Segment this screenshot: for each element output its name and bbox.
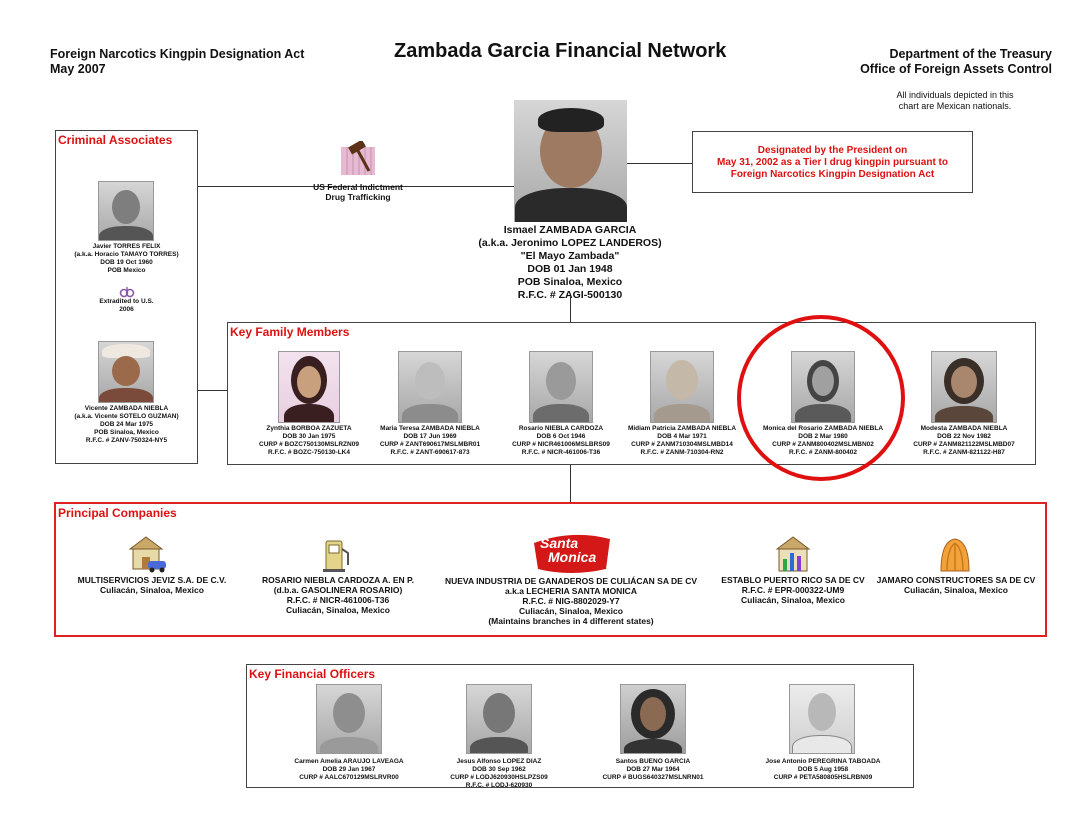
- company-caption: [250, 575, 426, 615]
- associate-photo: [98, 181, 154, 241]
- officer-caption: [588, 758, 718, 782]
- family-name: Modesta ZAMBADA NIEBLA: [920, 425, 1008, 432]
- family-name: Midiam Patricia ZAMBADA NIEBLA: [627, 425, 737, 432]
- company-name: JAMARO CONSTRUCTORES SA DE CV: [876, 575, 1036, 585]
- officer-photo: [789, 684, 855, 754]
- connector-associates: [198, 390, 228, 391]
- gas-pump-icon: [320, 537, 352, 573]
- associate-name: Javier TORRES FELIX: [92, 243, 161, 250]
- officer-photo: [620, 684, 686, 754]
- family-curp: CURP # ZANM821122MSLMBD07: [913, 441, 1015, 448]
- officer-caption: [284, 758, 414, 782]
- family-photo: [278, 351, 340, 423]
- family-caption: [622, 425, 742, 457]
- company-location: Culiacán, Sinaloa, Mexico: [100, 585, 204, 595]
- company-name: NUEVA INDUSTRIA DE GANADEROS DE CULIÁCAN SA DE CV: [444, 576, 698, 586]
- family-caption: [249, 425, 369, 457]
- family-name: Rosario NIEBLA CARDOZA: [518, 425, 604, 432]
- extradition-line1: Extradited to U.S.: [99, 298, 154, 305]
- connector-designation: [627, 163, 693, 164]
- officer-curp: CURP # BUGS640327MSLNRN01: [602, 774, 704, 781]
- indictment-line2: Drug Trafficking: [325, 192, 391, 202]
- family-caption: [501, 425, 621, 457]
- indictment-line1: US Federal Indictment: [313, 182, 403, 192]
- logo-text-1: Santa: [540, 535, 579, 551]
- family-caption: [370, 425, 490, 457]
- highlight-circle: [737, 315, 905, 481]
- family-name: Monica del Rosario ZAMBADA NIEBLA: [763, 425, 884, 432]
- associate-name: Vicente ZAMBADA NIEBLA: [84, 405, 169, 412]
- company-location: Culiacán, Sinaloa, Mexico: [904, 585, 1008, 595]
- company-caption: [718, 575, 868, 605]
- nationality-note-line2: chart are Mexican nationals.: [898, 101, 1012, 111]
- principal-companies-heading: Principal Companies: [58, 506, 177, 520]
- family-dob: DOB 17 Jun 1969: [403, 433, 457, 440]
- family-curp: CURP # ZANM710304MSLMBD14: [631, 441, 733, 448]
- company-location: Culiacán, Sinaloa, Mexico: [519, 606, 623, 616]
- officer-dob: DOB 30 Sep 1962: [472, 766, 526, 773]
- family-dob: DOB 2 Mar 1980: [798, 433, 848, 440]
- agency-name: Department of the Treasury: [889, 47, 1052, 61]
- company-location: Culiacán, Sinaloa, Mexico: [741, 595, 845, 605]
- family-dob: DOB 22 Nov 1982: [937, 433, 991, 440]
- associate-caption: [55, 243, 198, 275]
- family-dob: DOB 6 Oct 1946: [536, 433, 586, 440]
- company-name: MULTISERVICIOS JEVIZ S.A. DE C.V.: [77, 575, 227, 585]
- designation-box: [692, 131, 973, 193]
- family-dob: DOB 30 Jan 1975: [282, 433, 336, 440]
- family-photo: [650, 351, 714, 423]
- nationality-note: [880, 90, 1030, 112]
- agency-office: Office of Foreign Assets Control: [860, 62, 1052, 76]
- designation-line1: Designated by the President on: [757, 145, 908, 156]
- company-name: ESTABLO PUERTO RICO SA DE CV: [721, 575, 865, 585]
- family-curp: CURP # BOZC750130MSLRZN09: [259, 441, 359, 448]
- company-aka: a.k.a LECHERIA SANTA MONICA: [505, 586, 637, 596]
- officer-curp: CURP # LODJ620930HSLPZS09: [450, 774, 548, 781]
- family-photo: [398, 351, 462, 423]
- principal-aka: (a.k.a. Jeronimo LOPEZ LANDEROS): [478, 237, 662, 249]
- chart-building-icon: [775, 535, 811, 573]
- criminal-associates-heading: Criminal Associates: [58, 133, 173, 147]
- officer-name: Santos BUENO GARCIA: [615, 758, 691, 765]
- principal-caption: [440, 224, 700, 302]
- family-name: Maria Teresa ZAMBADA NIEBLA: [380, 425, 480, 432]
- officer-name: Carmen Amelia ARAUJO LAVEAGA: [294, 758, 404, 765]
- company-dba: (d.b.a. GASOLINERA ROSARIO): [273, 585, 403, 595]
- act-name: Foreign Narcotics Kingpin Designation Act: [50, 47, 305, 61]
- company-rfc: R.F.C. # EPR-000322-UM9: [741, 585, 845, 595]
- extradition-note: [55, 298, 198, 314]
- principal-dob: DOB 01 Jan 1948: [527, 263, 613, 275]
- act-date: May 2007: [50, 62, 106, 76]
- company-name: ROSARIO NIEBLA CARDOZA A. EN P.: [262, 575, 414, 585]
- officer-caption: [434, 758, 564, 790]
- indictment-label: [296, 182, 420, 202]
- company-caption: [62, 575, 242, 595]
- associate-dob: DOB 24 Mar 1975: [99, 421, 154, 428]
- agency-header: [860, 47, 1052, 77]
- company-caption: [876, 575, 1036, 595]
- principal-pob: POB Sinaloa, Mexico: [517, 276, 623, 288]
- principal-nickname: "El Mayo Zambada": [520, 250, 620, 262]
- company-rfc: R.F.C. # NIG-8802029-Y7: [522, 596, 620, 606]
- page-title: Zambada Garcia Financial Network: [394, 40, 727, 62]
- logo-text-2: Monica: [548, 549, 597, 565]
- financial-officers-heading: Key Financial Officers: [249, 667, 376, 681]
- extradition-line2: 2006: [119, 306, 134, 313]
- designation-line2: May 31, 2002 as a Tier I drug kingpin pursuant to: [717, 157, 948, 168]
- associate-dob: DOB 19 Oct 1960: [100, 259, 153, 266]
- handcuffs-icon: [119, 285, 135, 299]
- connector-companies: [570, 465, 571, 503]
- officer-dob: DOB 27 Mar 1964: [626, 766, 680, 773]
- family-photo: [529, 351, 593, 423]
- company-rfc: R.F.C. # NICR-461006-T36: [286, 595, 390, 605]
- associate-pob: POB Mexico: [107, 267, 146, 274]
- designation-line3: Foreign Narcotics Kingpin Designation Act: [730, 169, 935, 180]
- associate-caption: [55, 405, 198, 445]
- family-rfc: R.F.C. # ZANM-800402: [789, 449, 857, 456]
- associate-rfc: R.F.C. # ZANV-750324-NY5: [85, 437, 168, 444]
- officer-dob: DOB 5 Aug 1958: [797, 766, 849, 773]
- family-dob: DOB 4 Mar 1971: [657, 433, 707, 440]
- family-rfc: R.F.C. # ZANM-710304-RN2: [640, 449, 724, 456]
- act-header: [50, 47, 304, 77]
- shell-house-icon: [937, 535, 973, 573]
- family-members-heading: Key Family Members: [230, 325, 350, 339]
- officer-curp: CURP # PETA580805HSLRBN09: [773, 774, 873, 781]
- family-rfc: R.F.C. # NICR-461006-T36: [521, 449, 601, 456]
- company-note: (Maintains branches in 4 different states): [488, 616, 654, 626]
- family-photo: [931, 351, 997, 423]
- associate-aka: (a.k.a. Vicente SOTELO GUZMAN): [74, 413, 179, 420]
- santa-monica-logo: [530, 533, 614, 575]
- officer-dob: DOB 29 Jan 1967: [322, 766, 376, 773]
- family-name: Zynthia BORBOA ZAZUETA: [266, 425, 352, 432]
- house-car-icon: [128, 535, 168, 573]
- officer-photo: [466, 684, 532, 754]
- family-curp: CURP # ZANT690617MSLMBR01: [379, 441, 481, 448]
- officer-name: Jesus Alfonso LOPEZ DIAZ: [456, 758, 542, 765]
- company-caption: [430, 576, 712, 626]
- family-curp: CURP # NICR461006MSLBRS09: [512, 441, 610, 448]
- officer-rfc: R.F.C. # LODJ-620930: [465, 782, 533, 789]
- family-rfc: R.F.C. # ZANT-690617-873: [390, 449, 470, 456]
- principal-rfc: R.F.C. # ZAGI-500130: [517, 289, 623, 301]
- officer-photo: [316, 684, 382, 754]
- principal-name: Ismael ZAMBADA GARCIA: [503, 224, 637, 236]
- family-caption: [903, 425, 1025, 457]
- family-curp: CURP # ZANM800402MSLMBN02: [772, 441, 874, 448]
- family-rfc: R.F.C. # BOZC-750130-LK4: [268, 449, 350, 456]
- company-location: Culiacán, Sinaloa, Mexico: [286, 605, 390, 615]
- principal-photo: [514, 100, 627, 222]
- officer-caption: [756, 758, 890, 782]
- officer-name: Jose Antonio PEREGRINA TABOADA: [765, 758, 881, 765]
- officer-curp: CURP # AALC670129MSLRVR00: [299, 774, 399, 781]
- associate-aka: (a.k.a. Horacio TAMAYO TORRES): [74, 251, 179, 258]
- associate-photo: [98, 341, 154, 403]
- gavel-icon: [339, 141, 375, 175]
- associate-pob: POB Sinaloa, Mexico: [94, 429, 159, 436]
- family-rfc: R.F.C. # ZANM-821122-H87: [923, 449, 1005, 456]
- nationality-note-line1: All individuals depicted in this: [896, 90, 1014, 100]
